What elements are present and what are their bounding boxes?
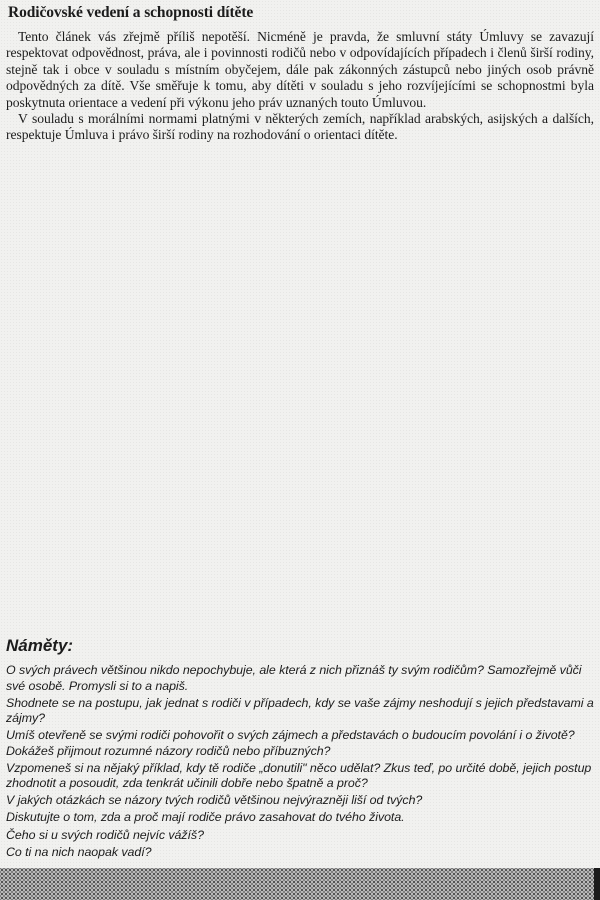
idea-item: Diskutujte o tom, zda a proč mají rodiče právo zasahovat do tvého života. [6, 810, 405, 825]
ideas-heading: Náměty: [6, 636, 74, 655]
article [6, 0, 594, 144]
idea-item: Shodnete se na postupu, jak jednat s rodiči v případech, kdy se vaše zájmy neshodují s jejich představami a zájmy? [6, 695, 594, 726]
idea-item: Vzpomeneš si na nějaký příklad, kdy tě rodiče „donutili" něco udělat? Zkus teď, po určité době, jejich postup zhodnotit a posoudit, zda tenkrát učinili dobře nebo špatně a proč? [6, 760, 592, 791]
idea-item: O svých právech většinou nikdo nepochybuje, ale která z nich přiznáš ty svým rodičům? Samozřejmě vůči své osobě. Promysli si to a napiš. [6, 663, 582, 693]
ideas-section [6, 636, 594, 862]
idea-item: Čeho si u svých rodičů nejvíc vážíš? [6, 827, 204, 842]
idea-item: Co ti na nich naopak vadí? [6, 844, 152, 859]
dotted-footer-strip [0, 868, 600, 900]
article-paragraph: V souladu s morálními normami platnými v některých zemích, například arabských, asijských a dalších, respektuje Úmluva i právo širší rodiny na rozhodování o orientaci dítěte. [6, 111, 594, 143]
idea-item: V jakých otázkách se názory tvých rodičů většinou nejvýrazněji liší od tvých? [6, 793, 423, 808]
article-paragraph: Tento článek vás zřejmě příliš nepotěší. Nicméně je pravda, že smluvní státy Úmluvy se zavazují respektovat odpovědnost, práva, ale i povinnosti rodičů nebo v odpovídajících případech i členů širší rodiny, stejně tak i obce v souladu s místním obyčejem, dále pak zákonných zástupců nebo jiných osob právně odpovědných za dítě. Vše směřuje k tomu, aby dítěti v souladu s jeho rozvíjejícími se schopnostmi byla poskytnuta orientace a vedení při výkonu jeho práv uznaných touto Úmluvou. [6, 29, 594, 110]
idea-item: Umíš otevřeně se svými rodiči pohovořit o svých zájmech a představách o budoucím povolání i o životě? Dokážeš přijmout rozumné názory rodičů nebo příbuzných? [6, 728, 575, 758]
article-title: Rodičovské vedení a schopnosti dítěte [8, 4, 254, 21]
ideas-list [6, 663, 594, 860]
